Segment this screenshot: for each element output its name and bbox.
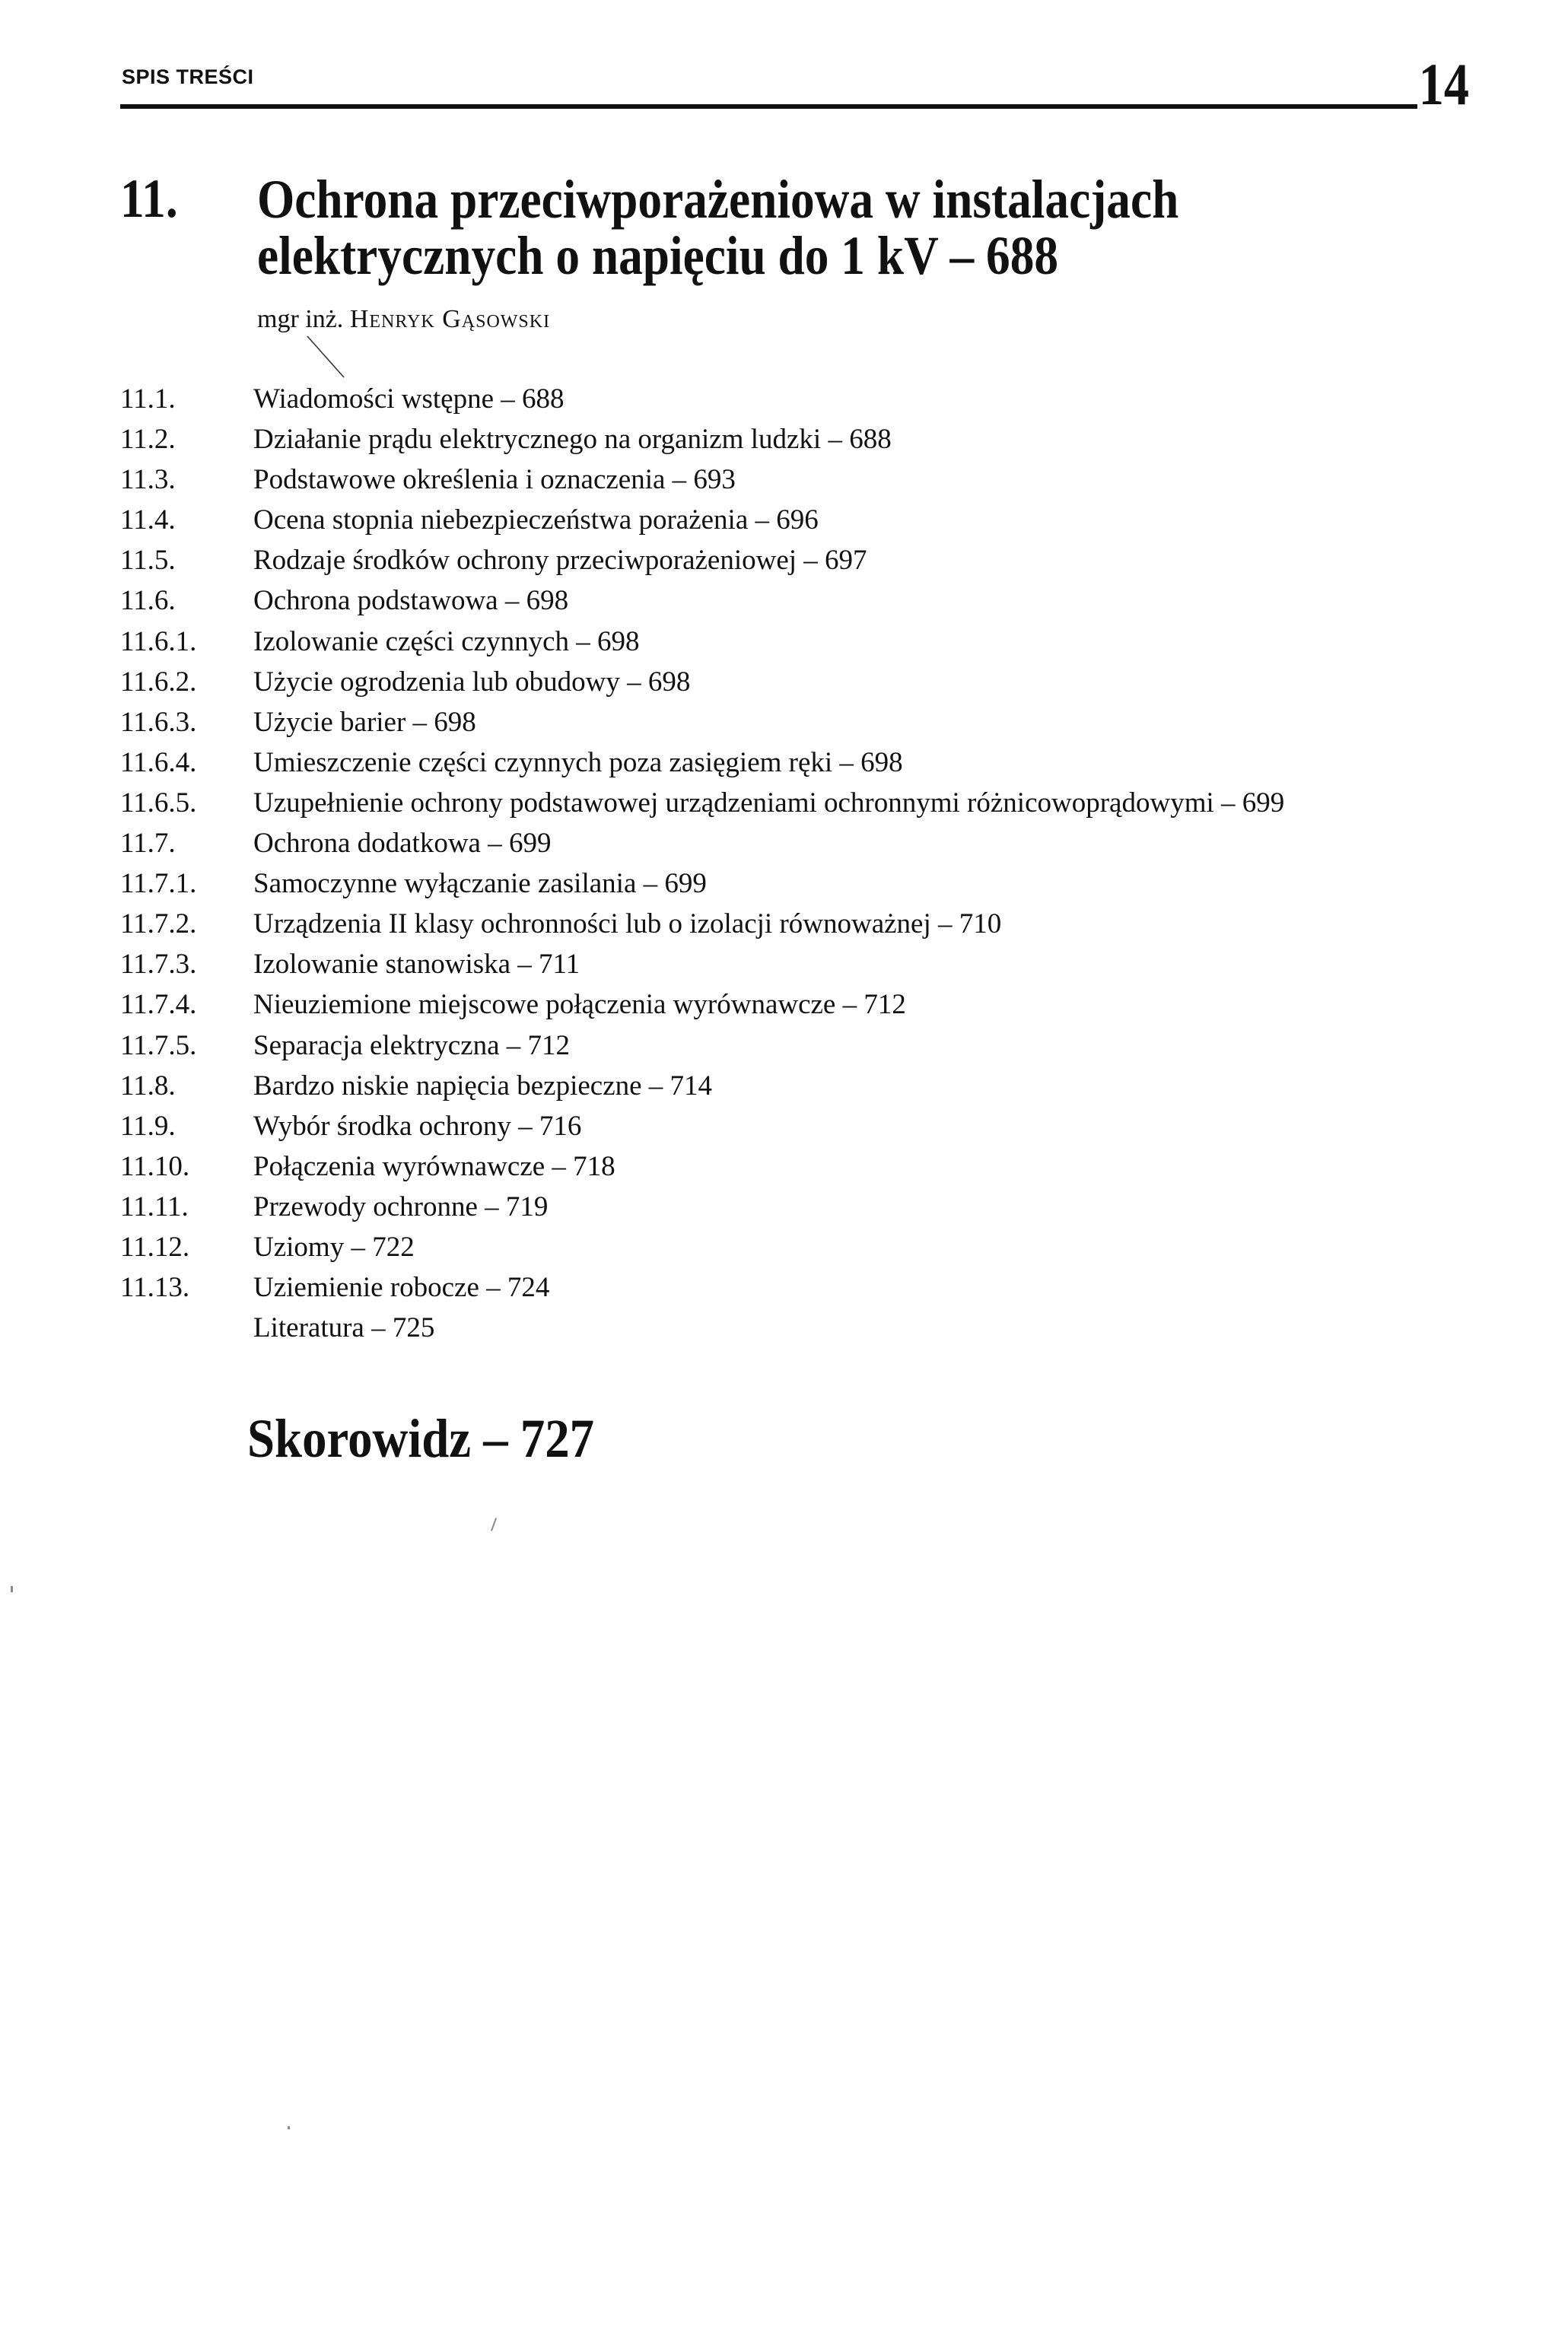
toc-entry (120, 1187, 1452, 1227)
toc-entry (120, 742, 1452, 783)
toc-entry-number: 11.10. (120, 1150, 190, 1182)
toc-entry (120, 904, 1452, 944)
toc-entry-number: 11.7.5. (120, 1029, 197, 1061)
toc-entry-number: 11.9. (120, 1110, 176, 1142)
pen-stroke-mark (306, 335, 345, 379)
chapter-title-line-2: elektrycznych o napięciu do 1 kV – 688 (257, 225, 1059, 286)
chapter-title-line-1: Ochrona przeciwporażeniowa w instalacjach (257, 169, 1179, 230)
toc-entry-number: 11.6.4. (120, 746, 197, 778)
scan-speck (288, 2126, 290, 2129)
table-of-contents (120, 379, 1452, 1348)
running-header-label: SPIS TREŚCI (122, 65, 254, 88)
toc-entry (120, 984, 1452, 1025)
toc-entry-number: 11.6.1. (120, 625, 197, 657)
toc-entry (120, 783, 1452, 823)
header-rule (120, 104, 1417, 109)
toc-entry (120, 1106, 1452, 1146)
toc-entry-number: 11.7. (120, 828, 176, 860)
toc-entry-title: Podstawowe określenia i oznaczenia – 693 (253, 464, 736, 496)
toc-entry (120, 1308, 1452, 1348)
toc-entry-title: Samoczynne wyłączanie zasilania – 699 (253, 868, 707, 900)
toc-entry-title: Literatura – 725 (253, 1312, 435, 1344)
toc-entry-number: 11.7.3. (120, 949, 197, 981)
toc-entry-title: Ocena stopnia niebezpieczeństwa porażenia – 696 (253, 504, 819, 536)
toc-entry-number: 11.8. (120, 1070, 176, 1102)
toc-entry-title: Nieuziemione miejscowe połączenia wyrównawcze – 712 (253, 989, 906, 1021)
toc-entry (120, 662, 1452, 702)
chapter-number: 11. (120, 168, 178, 229)
toc-entry-number: 11.5. (120, 545, 176, 577)
toc-entry-number: 11.6.2. (120, 666, 197, 698)
toc-entry-number: 11.13. (120, 1272, 190, 1304)
toc-entry-number: 11.6.5. (120, 787, 197, 819)
scan-speck (11, 1586, 13, 1592)
toc-entry-title: Urządzenia II klasy ochronności lub o izolacji równoważnej – 710 (253, 908, 1002, 940)
toc-entry-title: Działanie prądu elektrycznego na organizm ludzki – 688 (253, 424, 892, 456)
toc-entry-title: Uziomy – 722 (253, 1231, 415, 1263)
toc-entry (120, 540, 1452, 580)
page-number: 14 (1418, 51, 1469, 117)
toc-entry (120, 823, 1452, 863)
toc-entry-title: Uziemienie robocze – 724 (253, 1272, 550, 1304)
toc-entry-number: 11.3. (120, 464, 176, 496)
toc-entry (120, 580, 1452, 621)
toc-entry-title: Użycie ogrodzenia lub obudowy – 698 (253, 666, 691, 698)
toc-entry (120, 1267, 1452, 1308)
toc-entry-title: Rodzaje środków ochrony przeciwporażeniowej – 697 (253, 545, 867, 577)
toc-entry (120, 702, 1452, 742)
toc-entry (120, 1066, 1452, 1106)
toc-entry-title: Ochrona dodatkowa – 699 (253, 828, 552, 860)
chapter-title (257, 171, 1429, 284)
toc-entry-title: Ochrona podstawowa – 698 (253, 585, 569, 617)
toc-entry-title: Umieszczenie części czynnych poza zasięgiem ręki – 698 (253, 746, 903, 778)
toc-entry-number: 11.7.1. (120, 868, 197, 900)
toc-entry (120, 1227, 1452, 1267)
toc-entry (120, 379, 1452, 419)
toc-entry-title: Połączenia wyrównawcze – 718 (253, 1150, 615, 1182)
toc-entry-number: 11.1. (120, 383, 176, 415)
toc-entry-title: Wiadomości wstępne – 688 (253, 383, 565, 415)
toc-entry-title: Bardzo niskie napięcia bezpieczne – 714 (253, 1070, 713, 1102)
author-prefix: mgr inż. (257, 305, 344, 333)
author-name: Henryk Gąsowski (349, 305, 551, 333)
toc-entry-number: 11.12. (120, 1231, 190, 1263)
toc-entry-number: 11.6. (120, 585, 176, 617)
toc-entry-title: Uzupełnienie ochrony podstawowej urządzeniami ochronnymi różnicowoprądowymi – 699 (253, 787, 1285, 819)
toc-entry-number: 11.4. (120, 504, 176, 536)
toc-entry (120, 944, 1452, 984)
toc-entry (120, 459, 1452, 500)
toc-entry (120, 419, 1452, 459)
toc-entry-title: Użycie barier – 698 (253, 706, 476, 738)
toc-entry (120, 1146, 1452, 1187)
scan-speck (491, 1518, 497, 1531)
toc-entry (120, 500, 1452, 540)
toc-entry-number: 11.7.2. (120, 908, 197, 940)
toc-entry-number: 11.11. (120, 1191, 189, 1222)
chapter-author (257, 305, 550, 334)
index-heading: Skorowidz – 727 (247, 1408, 595, 1469)
toc-entry-title: Izolowanie stanowiska – 711 (253, 949, 580, 981)
toc-entry (120, 863, 1452, 904)
toc-entry-title: Izolowanie części czynnych – 698 (253, 625, 640, 657)
toc-entry (120, 1025, 1452, 1066)
toc-entry-number: 11.7.4. (120, 989, 197, 1021)
toc-entry-title: Wybór środka ochrony – 716 (253, 1110, 582, 1142)
toc-entry (120, 622, 1452, 662)
toc-entry-title: Przewody ochronne – 719 (253, 1191, 549, 1222)
toc-entry-title: Separacja elektryczna – 712 (253, 1029, 571, 1061)
toc-entry-number: 11.6.3. (120, 706, 197, 738)
toc-entry-number: 11.2. (120, 424, 176, 456)
